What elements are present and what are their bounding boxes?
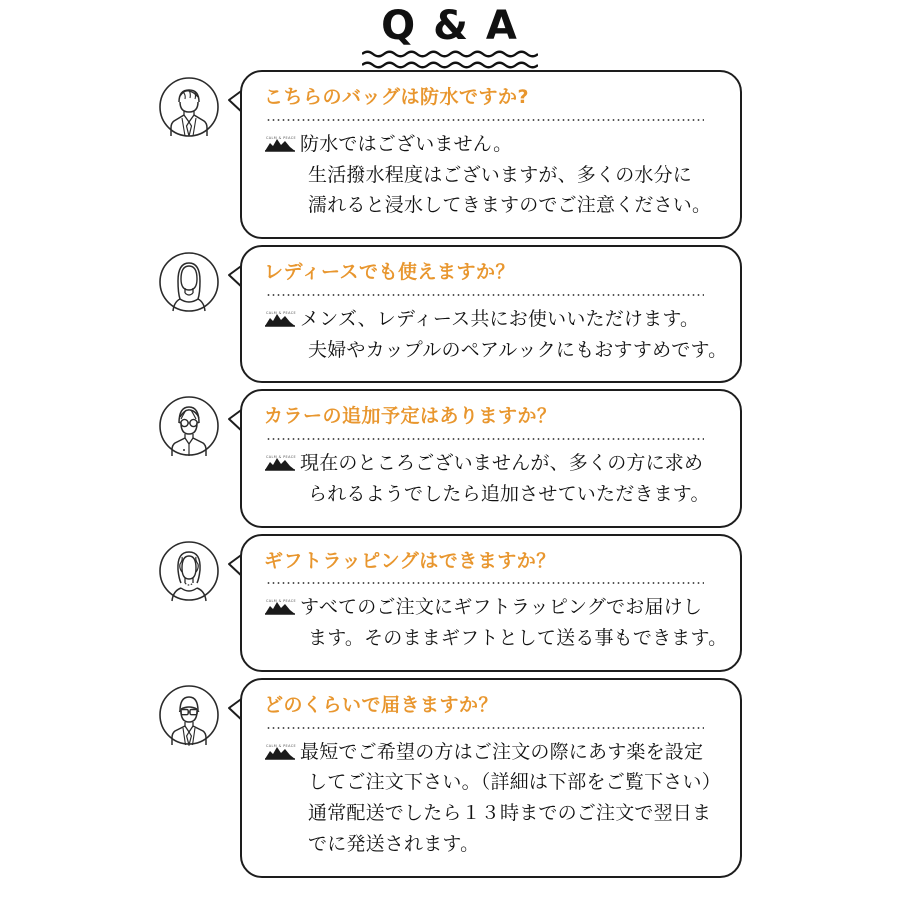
question-text: どのくらいで届きますか？ <box>264 693 499 716</box>
answer-line: すべてのご注文にギフトラッピングでお届けし <box>300 596 703 619</box>
answer-text <box>300 448 710 510</box>
avatar-woman-wavy-hair-icon <box>158 540 220 602</box>
mountain-range-logo-icon <box>264 596 298 616</box>
dotted-divider <box>266 438 704 440</box>
answer-line: 現在のところございませんが、多くの方に求め <box>300 452 704 475</box>
answer-text <box>300 304 727 366</box>
dotted-divider <box>266 119 704 121</box>
answer-line: 夫婦やカップルのペアルックにもおすすめです。 <box>308 338 728 361</box>
qa-item <box>0 70 900 239</box>
answer-line: 防水ではございません。 <box>300 132 513 155</box>
question-text: こちらのバッグは防水ですか? <box>264 86 530 108</box>
qa-bubble <box>240 70 742 239</box>
svg-text:CALM & PEACE: CALM & PEACE <box>266 455 296 460</box>
answer-text <box>300 592 727 654</box>
svg-text:CALM & PEACE: CALM & PEACE <box>266 135 296 140</box>
avatar-person-glasses-jacket-icon <box>158 395 220 457</box>
avatar-man-glasses-suit-icon <box>158 684 220 746</box>
page-title: Q & A <box>381 3 519 49</box>
qa-bubble <box>240 245 742 383</box>
answer-line: メンズ、レディース共にお使いいただけます。 <box>300 307 700 330</box>
answer-line: 通常配送でしたら１３時までのご注文で翌日ま <box>308 802 712 825</box>
mountain-range-logo-icon <box>264 308 298 328</box>
qa-item <box>0 245 900 383</box>
qa-bubble <box>240 389 742 527</box>
answer-line: でに発送されます。 <box>308 832 480 855</box>
answer-line: 濡れると浸水してきますのでご注意ください。 <box>308 194 712 217</box>
avatar-man-suit-tie-icon <box>158 76 220 138</box>
dotted-divider <box>266 727 704 729</box>
question-text: カラーの追加予定はありますか？ <box>264 405 557 428</box>
answer-text <box>300 129 711 221</box>
answer-line: 生活撥水程度はございますが、多くの水分に <box>308 163 693 186</box>
svg-text:CALM & PEACE: CALM & PEACE <box>266 743 296 748</box>
qa-item <box>0 678 900 878</box>
qa-bubble <box>240 678 742 878</box>
dotted-divider <box>266 582 704 584</box>
svg-text:CALM & PEACE: CALM & PEACE <box>266 599 296 604</box>
mountain-range-logo-icon <box>264 133 298 153</box>
qa-item <box>0 534 900 672</box>
answer-line: ます。そのままギフトとして送る事もできます。 <box>308 627 728 650</box>
question-text: レディースでも使えますか？ <box>264 261 516 284</box>
mountain-range-logo-icon <box>264 741 298 761</box>
dotted-divider <box>266 294 704 296</box>
answer-line: してご注文下さい。（詳細は下部をご覧下さい） <box>308 771 721 794</box>
avatar-woman-long-hair-icon <box>158 251 220 313</box>
qa-list <box>0 70 900 884</box>
answer-line: 最短でご希望の方はご注文の際にあす楽を設定 <box>300 740 704 763</box>
qa-bubble <box>240 534 742 672</box>
answer-text <box>300 737 721 860</box>
mountain-range-logo-icon <box>264 452 298 472</box>
answer-line: られるようでしたら追加させていただきます。 <box>308 482 710 505</box>
svg-text:CALM & PEACE: CALM & PEACE <box>266 310 296 315</box>
question-text: ギフトラッピングはできますか？ <box>264 549 556 572</box>
qa-item <box>0 389 900 527</box>
wavy-line-divider-icon <box>0 49 900 69</box>
page-header <box>0 3 900 69</box>
